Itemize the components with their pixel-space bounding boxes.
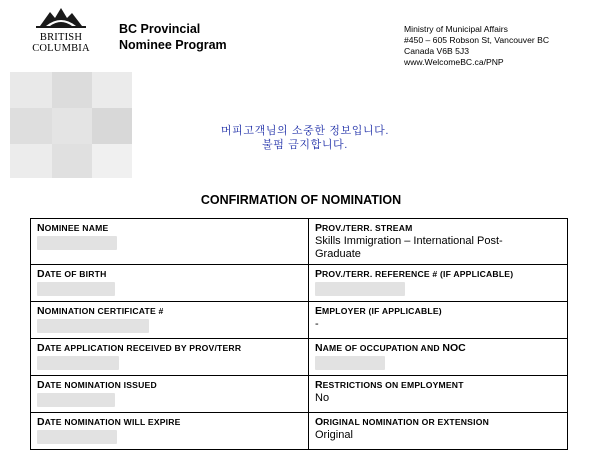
expiry-cell [31, 413, 309, 450]
reference-cell [309, 265, 568, 302]
redacted-value [37, 282, 115, 296]
field-label: DATE NOMINATION WILL EXPIRE [37, 416, 181, 428]
redacted-value [37, 319, 149, 333]
field-label: PROV./TERR. REFERENCE # (IF APPLICABLE) [315, 268, 514, 280]
nomination-table [30, 218, 568, 450]
field-label: EMPLOYER (IF APPLICABLE) [315, 305, 442, 317]
bc-logo [24, 6, 98, 58]
dob-cell [31, 265, 309, 302]
field-value: No [315, 392, 330, 404]
program-title-line2: Nominee Program [119, 38, 227, 52]
table-row [31, 413, 568, 450]
redacted-value [315, 356, 385, 370]
ministry-address [404, 24, 549, 68]
notice-line2: 불펌 금지합니다. [262, 139, 348, 151]
field-label: DATE APPLICATION RECEIVED BY PROV/TERR [37, 342, 242, 354]
field-label: ORIGINAL NOMINATION OR EXTENSION [315, 416, 489, 428]
redacted-value [37, 393, 115, 407]
program-title [119, 21, 227, 53]
redacted-address-block [10, 72, 132, 178]
redacted-value [37, 430, 117, 444]
field-value: Original [315, 429, 353, 441]
field-label: NOMINEE NAME [37, 222, 109, 234]
ministry-line: Ministry of Municipal Affairs [404, 24, 508, 34]
issued-cell [31, 376, 309, 413]
employer-cell [309, 302, 568, 339]
watermark-notice [200, 124, 410, 152]
application-received-cell [31, 339, 309, 376]
field-label: DATE OF BIRTH [37, 268, 107, 280]
redacted-value [37, 236, 117, 250]
field-label: RESTRICTIONS ON EMPLOYMENT [315, 379, 464, 391]
ministry-line: www.WelcomeBC.ca/PNP [404, 57, 504, 67]
redacted-value [315, 282, 405, 296]
ministry-line: Canada V6B 5J3 [404, 46, 469, 56]
table-row [31, 376, 568, 413]
logo-text-columbia: COLUMBIA [32, 43, 90, 54]
original-extension-cell [309, 413, 568, 450]
field-value: Graduate [315, 248, 361, 260]
stream-cell [309, 219, 568, 265]
sun-mountains-icon [36, 6, 86, 28]
logo-text-british: BRITISH [39, 32, 83, 43]
field-label: DATE NOMINATION ISSUED [37, 379, 157, 391]
field-label: PROV./TERR. STREAM [315, 222, 413, 234]
ministry-line: #450 – 605 Robson St, Vancouver BC [404, 35, 550, 45]
field-value: - [315, 318, 319, 330]
table-row [31, 219, 568, 265]
document-title: CONFIRMATION OF NOMINATION [200, 193, 402, 207]
certificate-cell [31, 302, 309, 339]
field-label: NAME OF OCCUPATION AND NOC [315, 342, 466, 354]
table-row [31, 339, 568, 376]
redacted-value [37, 356, 119, 370]
field-label: NOMINATION CERTIFICATE # [37, 305, 164, 317]
table-row [31, 302, 568, 339]
restrictions-cell [309, 376, 568, 413]
program-title-line1: BC Provincial [119, 22, 201, 36]
field-value: Skills Immigration – International Post- [315, 235, 503, 247]
notice-line1: 머피고객님의 소중한 정보입니다. [220, 125, 390, 137]
nominee-name-cell [31, 219, 309, 265]
table-row [31, 265, 568, 302]
occupation-cell [309, 339, 568, 376]
